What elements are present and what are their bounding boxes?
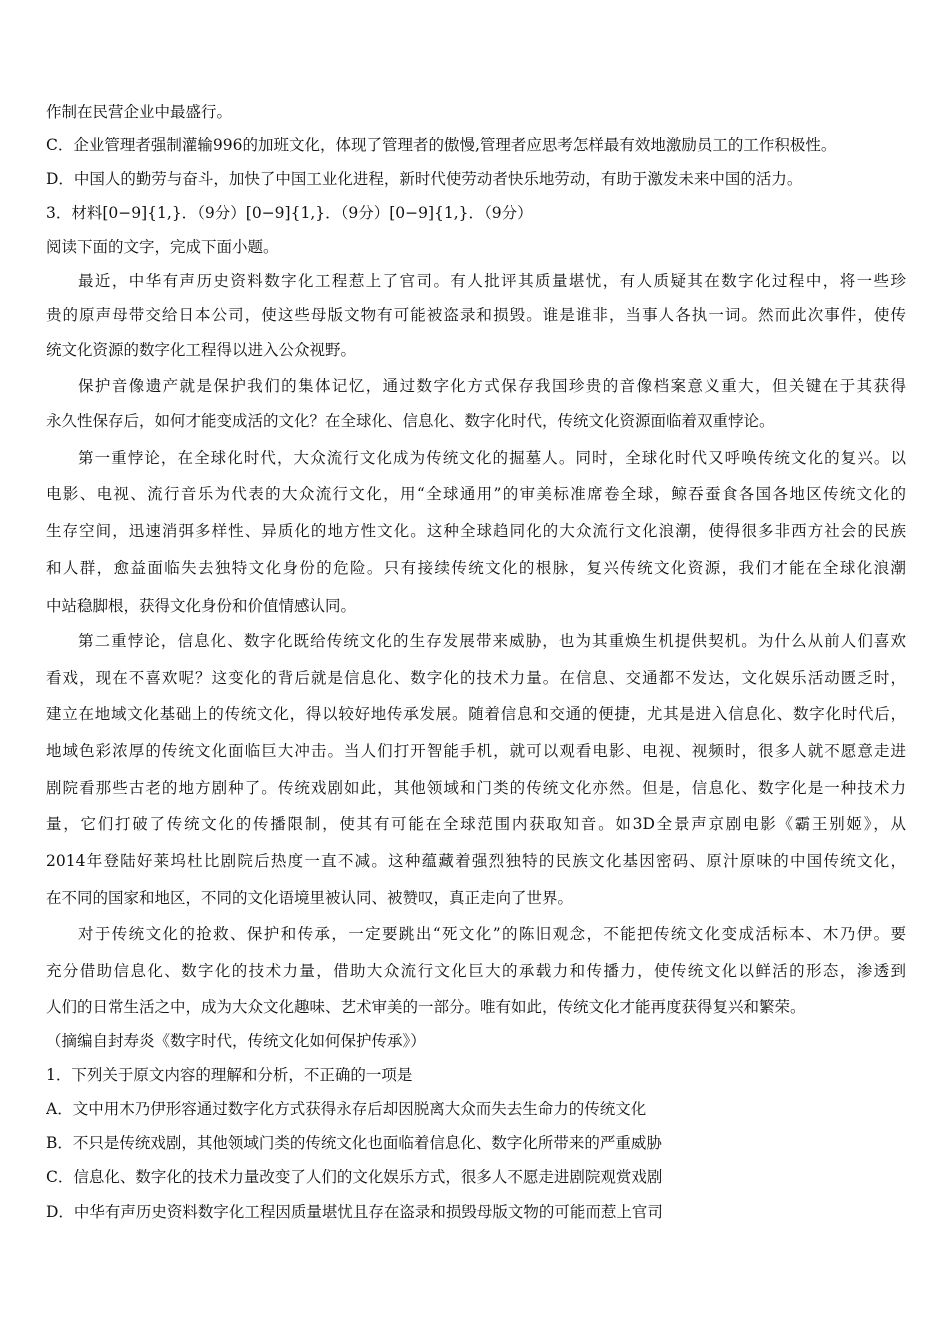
para3-line5: 中站稳脚根，获得文化身份和价值情感认同。 (46, 597, 357, 615)
para4-line2: 看戏，现在不喜欢呢？这变化的背后就是信息化、数字化的技术力量。在信息、交通都不发达，文化娱乐活动匮乏时， (46, 669, 906, 687)
para3-line2: 电影、电视、流行音乐为代表的大众流行文化，用“全球通用”的审美标准席卷全球，鲸吞蚕食各国各地区传统文化的 (46, 485, 906, 503)
para3-line4: 和人群，愈益面临失去独特文化身份的危险。只有接续传统文化的根脉，复兴传统文化资源，我们才能在全球化浪潮 (46, 559, 906, 577)
para4-line3: 建立在地域文化基础上的传统文化，得以较好地传承发展。随着信息和交通的便捷，尤其是进入信息化、数字化时代后， (46, 705, 906, 723)
para4-line6: 量，它们打破了传统文化的传播限制，使其有可能在全球范围内获取知音。如3D全景声京剧电影《霸王别姬》，从 (46, 815, 906, 833)
source-citation: （摘编自封寿炎《数字时代，传统文化如何保护传承》） (46, 1032, 426, 1050)
option-b: B．不只是传统戏剧，其他领域门类的传统文化也面临着信息化、数字化所带来的严重威胁 (46, 1134, 662, 1152)
para3-line3: 生存空间，迅速消弭多样性、异质化的地方性文化。这种全球趋同化的大众流行文化浪潮，使得很多非西方社会的民族 (46, 522, 906, 540)
question-3-scores: 3．材料[0−9]{1,}．（9分）[0−9]{1,}．（9分）[0−9]{1,}．（9分） (46, 204, 533, 222)
question-1-stem: 1．下列关于原文内容的理解和分析，不正确的一项是 (46, 1066, 413, 1084)
para5-line1: 对于传统文化的抢救、保护和传承，一定要跳出“死文化”的陈旧观念，不能把传统文化变成活标本、木乃伊。要 (78, 925, 906, 943)
reading-instruction: 阅读下面的文字，完成下面小题。 (46, 238, 279, 256)
para4-line4: 地域色彩浓厚的传统文化面临巨大冲击。当人们打开智能手机，就可以观看电影、电视、视频时，很多人就不愿意走进 (46, 742, 906, 760)
para4-line1: 第二重悖论，信息化、数字化既给传统文化的生存发展带来威胁，也为其重焕生机提供契机。为什么从前人们喜欢 (78, 632, 906, 650)
prev-option-tail: 作制在民营企业中最盛行。 (46, 103, 233, 121)
para5-line2: 充分借助信息化、数字化的技术力量，借助大众流行文化巨大的承载力和传播力，使传统文化以鲜活的形态，渗透到 (46, 962, 906, 980)
option-d: D．中华有声历史资料数字化工程因质量堪忧且存在盗录和损毁母版文物的可能而惹上官司 (46, 1203, 663, 1221)
option-c: C．信息化、数字化的技术力量改变了人们的文化娱乐方式，很多人不愿走进剧院观赏戏剧 (46, 1168, 663, 1186)
para4-line8: 在不同的国家和地区，不同的文化语境里被认同、被赞叹，真正走向了世界。 (46, 889, 574, 907)
para5-line3: 人们的日常生活之中，成为大众文化趣味、艺术审美的一部分。唯有如此，传统文化才能再度获得复兴和繁荣。 (46, 998, 806, 1016)
para1-line2: 贵的原声母带交给日本公司，使这些母版文物有可能被盗录和损毁。谁是谁非，当事人各执一词。然而此次事件，使传 (46, 306, 906, 324)
para3-line1: 第一重悖论，在全球化时代，大众流行文化成为传统文化的掘墓人。同时，全球化时代又呼唤传统文化的复兴。以 (78, 449, 906, 467)
para1-line1: 最近，中华有声历史资料数字化工程惹上了官司。有人批评其质量堪忧，有人质疑其在数字化过程中，将一些珍 (78, 272, 906, 290)
prev-option-d: D．中国人的勤劳与奋斗，加快了中国工业化进程，新时代使劳动者快乐地劳动，有助于激发未来中国的活力。 (46, 170, 803, 188)
para2-line2: 永久性保存后，如何才能变成活的文化？在全球化、信息化、数字化时代，传统文化资源面临着双重悖论。 (46, 412, 775, 430)
para4-line7: 2014年登陆好莱坞杜比剧院后热度一直不减。这种蕴藏着强烈独特的民族文化基因密码、原汁原味的中国传统文化， (46, 852, 906, 870)
para4-line5: 剧院看那些古老的地方剧种了。传统戏剧如此，其他领域和门类的传统文化亦然。但是，信息化、数字化是一种技术力 (46, 779, 906, 797)
para1-line3: 统文化资源的数字化工程得以进入公众视野。 (46, 341, 357, 359)
para2-line1: 保护音像遗产就是保护我们的集体记忆，通过数字化方式保存我国珍贵的音像档案意义重大，但关键在于其获得 (78, 377, 906, 395)
prev-option-c: C．企业管理者强制灌输996的加班文化，体现了管理者的傲慢,管理者应思考怎样最有效地激励员工的工作积极性。 (46, 136, 837, 154)
option-a: A．文中用木乃伊形容通过数字化方式获得永存后却因脱离大众而失去生命力的传统文化 (46, 1100, 647, 1118)
